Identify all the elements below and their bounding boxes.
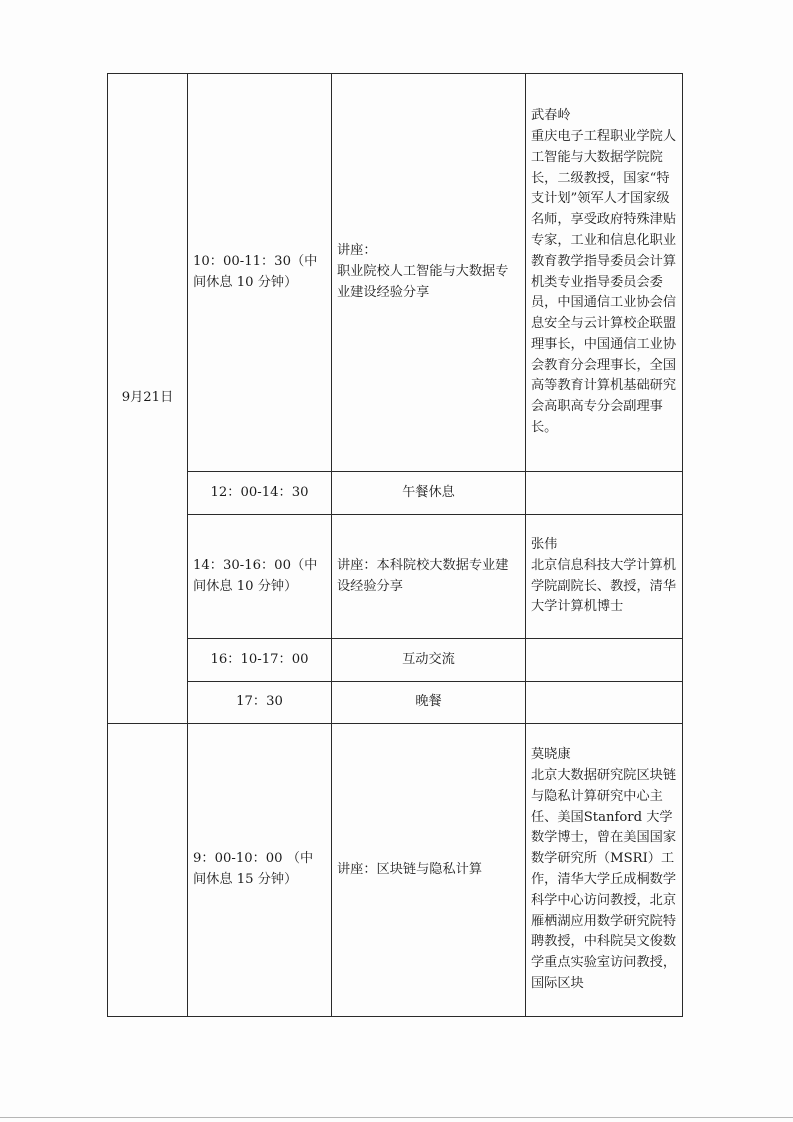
topic-cell: [332, 74, 526, 472]
speaker-cell: [526, 639, 683, 682]
topic-cell: 晚餐: [332, 682, 526, 724]
topic-cell: 互动交流: [332, 639, 526, 682]
topic-cell: 讲座：本科院校大数据专业建设经验分享: [332, 515, 526, 639]
topic-cell: 午餐休息: [332, 472, 526, 515]
date-cell: [108, 724, 188, 1017]
table-row: [108, 682, 683, 724]
time-cell: 12：00-14：30: [188, 472, 332, 515]
table-row: [108, 472, 683, 515]
time-cell: 10：00-11：30（中间休息 10 分钟）: [188, 74, 332, 472]
table-row: [108, 724, 683, 1017]
table-row: [108, 515, 683, 639]
speaker-cell: [526, 74, 683, 472]
speaker-cell: [526, 515, 683, 639]
speaker-text: 张伟 北京信息科技大学计算机学院副院长、教授，清华大学计算机博士: [531, 536, 677, 615]
speaker-text: 莫晓康 北京大数据研究院区块链与隐私计算研究中心主任、美国Stanford 大学数学博士，曾在美国国家数学研究所（MSRI）工作，清华大学丘成桐数学科学中心访问教授，北京雁栖湖应用数学研究院特聘教授，中科院吴文俊数学重点实验室访问教授，国际区块: [531, 747, 677, 991]
date-cell: 9月21日: [108, 74, 188, 724]
speaker-text: 武春岭 重庆电子工程职业学院人工智能与大数据学院院长，二级教授，国家“特支计划”领军人才国家级名师，享受政府特殊津贴专家，工业和信息化职业教育教学指导委员会计算机类专业指导委员会委员，中国通信工业协会信息安全与云计算校企联盟理事长，中国通信工业协会教育分会理事长，全国高等教育计算机基础研究会高职高专分会副理事长。: [531, 108, 677, 436]
topic-cell: 讲座：区块链与隐私计算: [332, 724, 526, 1017]
time-cell: 9：00-10：00 （中间休息 15 分钟）: [188, 724, 332, 1017]
table-row: [108, 74, 683, 472]
speaker-cell: [526, 472, 683, 515]
time-cell: 17：30: [188, 682, 332, 724]
time-cell: 16：10-17：00: [188, 639, 332, 682]
scan-edge-line: [0, 1117, 793, 1118]
speaker-cell: [526, 682, 683, 724]
topic-text: 讲座： 职业院校人工智能与大数据专业建设经验分享: [337, 243, 509, 300]
table-row: [108, 639, 683, 682]
speaker-cell: [526, 724, 683, 1017]
schedule-table: [107, 73, 683, 1017]
time-cell: 14：30-16：00（中间休息 10 分钟）: [188, 515, 332, 639]
